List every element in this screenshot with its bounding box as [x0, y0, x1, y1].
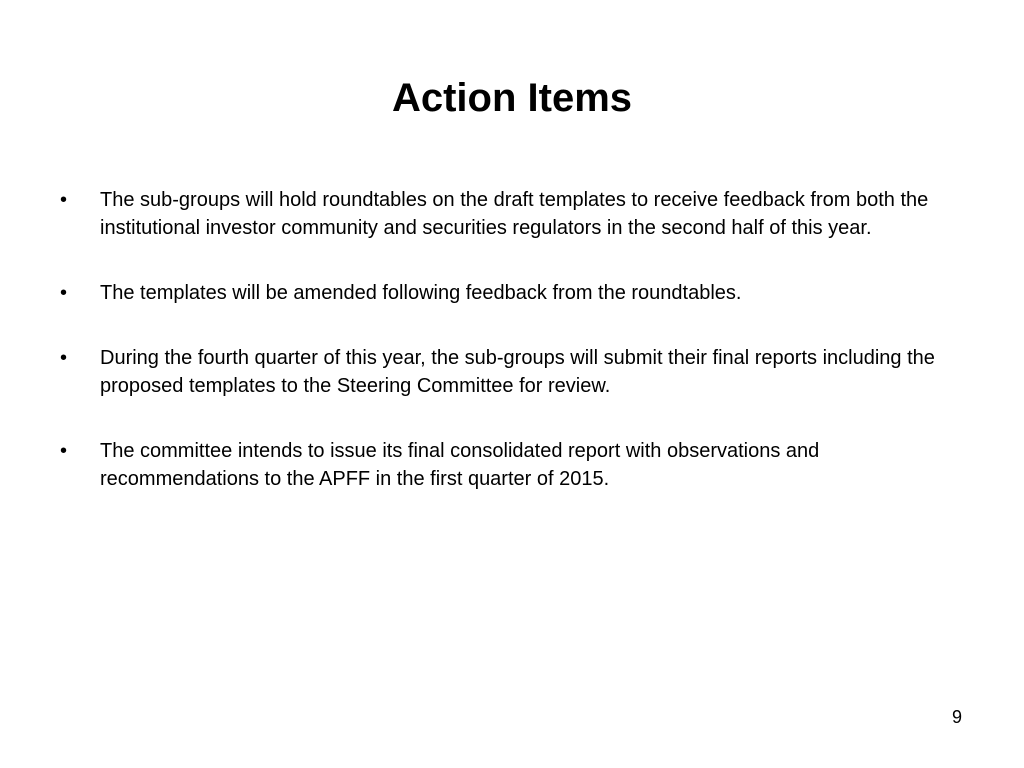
slide-title: Action Items: [391, 76, 633, 120]
bullet-marker: •: [60, 282, 68, 304]
bullet-text: During the fourth quarter of this year, the sub-groups will submit their final reports including the proposed templates to the Steering Committee for review.: [100, 347, 935, 397]
bullet-text: The templates will be amended following feedback from the roundtables.: [100, 282, 742, 304]
page-number: 9: [951, 707, 962, 727]
bullet-item: [60, 186, 960, 242]
bullet-item: [60, 279, 960, 307]
bullet-text: The committee intends to issue its final consolidated report with observations and recommendations to the APFF in the first quarter of 2015.: [100, 440, 820, 490]
bullet-list: [60, 186, 960, 530]
bullet-marker: •: [60, 347, 68, 369]
bullet-marker: •: [60, 189, 68, 211]
bullet-item: [60, 437, 960, 493]
bullet-text: The sub-groups will hold roundtables on the draft templates to receive feedback from both the institutional investor community and securities regulators in the second half of this year.: [100, 189, 929, 239]
bullet-marker: •: [60, 440, 68, 462]
bullet-item: [60, 344, 960, 400]
